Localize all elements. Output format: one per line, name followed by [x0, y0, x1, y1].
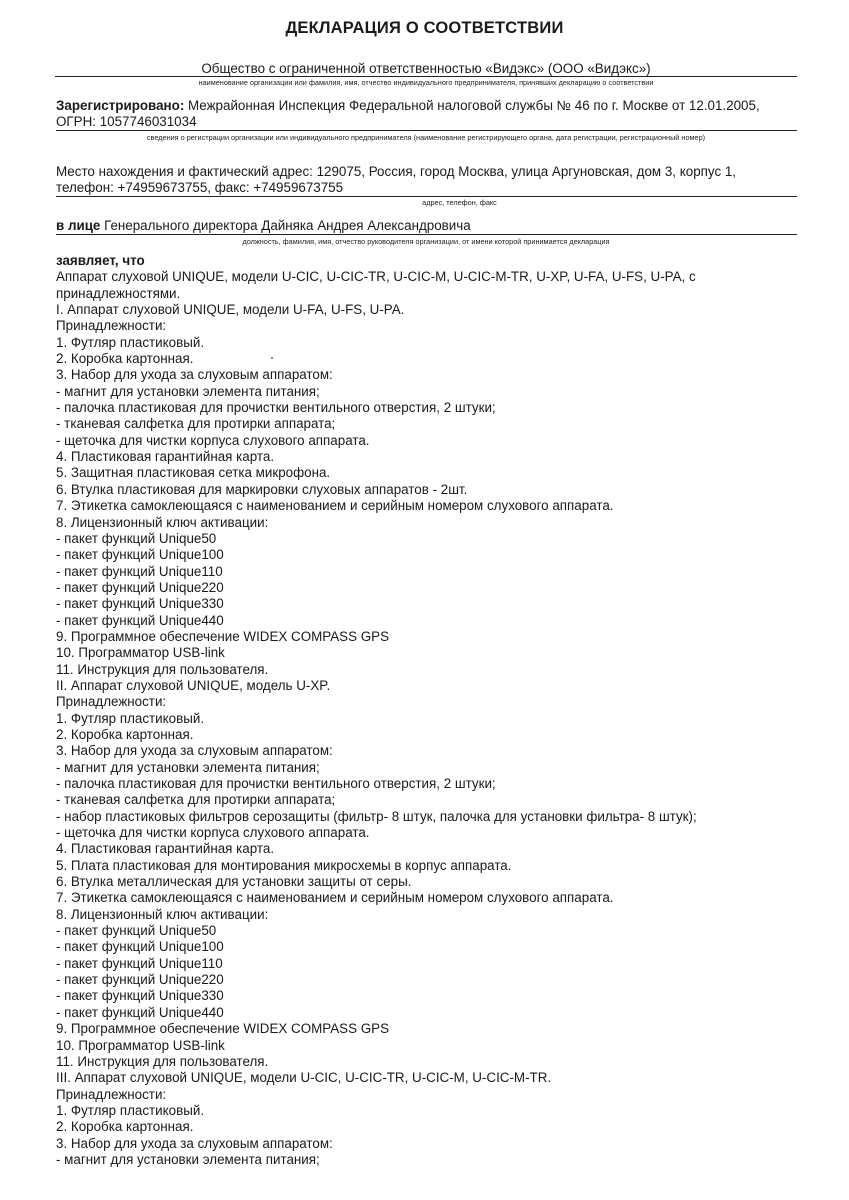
represented-text: Генерального директора Дайняка Андрея Александровича	[100, 218, 471, 233]
declaration-line: 2. Коробка картонная.	[56, 1119, 194, 1135]
declaration-line: 5. Плата пластиковая для монтирования микросхемы в корпус аппарата.	[56, 857, 512, 873]
declaration-line: I. Аппарат слуховой UNIQUE, модели U-FA, U-FS, U-PA.	[56, 302, 405, 318]
declaration-line: - палочка пластиковая для прочистки вентильного отверстия, 2 штуки;	[56, 776, 496, 791]
declaration-line: 1. Футляр пластиковый.	[56, 1102, 205, 1118]
declaration-line: 10. Программатор USB-link	[56, 645, 225, 661]
registration-info	[56, 98, 797, 131]
declaration-line: 4. Пластиковая гарантийная карта.	[56, 449, 275, 465]
declaration-line: - магнит для установки элемента питания;	[56, 759, 320, 775]
declaration-line: 7. Этикетка самоклеющаяся с наименованием и серийным номером слухового аппарата.	[56, 890, 614, 906]
organization-name: Общество с ограниченной ответственностью «Видэкс» (ООО «Видэкс»)	[55, 61, 797, 77]
address-info: Место нахождения и фактический адрес: 129075, Россия, город Москва, улица Аргуновская, дом 3, корпус 1, телефон: +74959673755, факс: +74959673755	[56, 164, 797, 197]
declaration-line: III. Аппарат слуховой UNIQUE, модели U-CIC, U-CIC-TR, U-CIC-M, U-CIC-M-TR.	[56, 1070, 552, 1086]
declaration-line: Принадлежности:	[56, 694, 167, 710]
declaration-line: - набор пластиковых фильтров серозащиты (фильтр- 8 штук, палочка для установки фильтра- 8 штук);	[56, 808, 697, 824]
declaration-line: 9. Программное обеспечение WIDEX COMPASS GPS	[56, 628, 390, 644]
declaration-line: - магнит для установки элемента питания;	[56, 1151, 320, 1167]
declaration-line: 11. Инструкция для пользователя.	[56, 661, 269, 677]
declaration-line: - пакет функций Unique50	[56, 923, 217, 939]
declaration-line: 8. Лицензионный ключ активации:	[56, 514, 269, 530]
registration-text: Межрайонная Инспекция Федеральной налоговой службы № 46 по г. Москве от 12.01.2005, ОГРН: 1057746031034	[56, 98, 760, 129]
declaration-body	[56, 253, 801, 1168]
declares-label: заявляет, что	[56, 253, 145, 268]
declaration-line: 7. Этикетка самоклеющаяся с наименованием и серийным номером слухового аппарата.	[56, 498, 614, 514]
declaration-line: - пакет функций Unique110	[56, 563, 223, 579]
scan-speck	[271, 357, 273, 359]
declaration-line: - щеточка для чистки корпуса слухового аппарата.	[56, 432, 370, 448]
declaration-line: - пакет функций Unique110	[56, 955, 223, 971]
declaration-line: - пакет функций Unique330	[56, 596, 224, 612]
declaration-line: - пакет функций Unique100	[56, 547, 224, 563]
declaration-line: 3. Набор для ухода за слуховым аппаратом:	[56, 367, 333, 383]
declaration-line: 5. Защитная пластиковая сетка микрофона.	[56, 465, 331, 481]
declaration-line: Аппарат слуховой UNIQUE, модели U-CIC, U-CIC-TR, U-CIC-M, U-CIC-M-TR, U-XP, U-FA, U-FS, U-PA, с принадлежностями.	[56, 269, 696, 301]
declaration-line: - палочка пластиковая для прочистки вентильного отверстия, 2 штуки;	[56, 400, 496, 416]
declaration-line: 1. Футляр пластиковый.	[56, 710, 205, 726]
declaration-line: - пакет функций Unique100	[56, 939, 224, 955]
declaration-line: 8. Лицензионный ключ активации:	[56, 906, 269, 922]
declaration-line: - магнит для установки элемента питания;	[56, 383, 320, 399]
represented-by	[56, 218, 797, 235]
declaration-line: - пакет функций Unique440	[56, 1004, 224, 1020]
declaration-line: - пакет функций Unique220	[56, 972, 224, 988]
declaration-line: 4. Пластиковая гарантийная карта.	[56, 841, 275, 857]
declaration-line: Принадлежности:	[56, 1086, 167, 1102]
declaration-line: 2. Коробка картонная.	[56, 351, 194, 367]
declaration-line: 9. Программное обеспечение WIDEX COMPASS GPS	[56, 1021, 390, 1037]
declaration-line: - тканевая салфетка для протирки аппарата;	[56, 792, 336, 808]
registration-caption: сведения о регистрации организации или индивидуального предпринимателя (наименование регистрирующего органа, дата регистрации, регистрационный номер)	[146, 133, 706, 142]
declaration-line: 3. Набор для ухода за слуховым аппаратом:	[56, 743, 333, 759]
declaration-line: II. Аппарат слуховой UNIQUE, модель U-XP.	[56, 677, 331, 693]
declaration-line: 10. Программатор USB-link	[56, 1037, 225, 1053]
address-caption: адрес, телефон, факс	[422, 198, 497, 207]
declaration-line: - пакет функций Unique50	[56, 530, 217, 546]
declaration-line: 2. Коробка картонная.	[56, 726, 194, 742]
declaration-line: 1. Футляр пластиковый.	[56, 334, 205, 350]
declaration-line: Принадлежности:	[56, 318, 167, 334]
declaration-line: 3. Набор для ухода за слуховым аппаратом:	[56, 1135, 333, 1151]
declaration-line: 6. Втулка пластиковая для маркировки слуховых аппаратов - 2шт.	[56, 481, 468, 497]
declaration-line: 11. Инструкция для пользователя.	[56, 1053, 269, 1069]
declaration-line: - пакет функций Unique330	[56, 988, 224, 1004]
organization-caption: наименование организации или фамилия, имя, отчество индивидуального предпринимателя, принявших декларацию о соответствии	[198, 78, 654, 87]
declaration-line: - пакет функций Unique220	[56, 579, 224, 595]
registration-label: Зарегистрировано:	[56, 98, 185, 113]
declaration-line: - пакет функций Unique440	[56, 612, 224, 628]
declaration-line: 6. Втулка металлическая для установки защиты от серы.	[56, 874, 412, 890]
represented-label: в лице	[56, 218, 101, 233]
declaration-line: - щеточка для чистки корпуса слухового аппарата.	[56, 825, 370, 841]
declaration-line: - тканевая салфетка для протирки аппарата;	[56, 416, 336, 432]
represented-caption: должность, фамилия, имя, отчество руководителя организации, от имени которой принимается декларация	[242, 237, 610, 246]
document-title: ДЕКЛАРАЦИЯ О СООТВЕТСТВИИ	[285, 19, 564, 37]
